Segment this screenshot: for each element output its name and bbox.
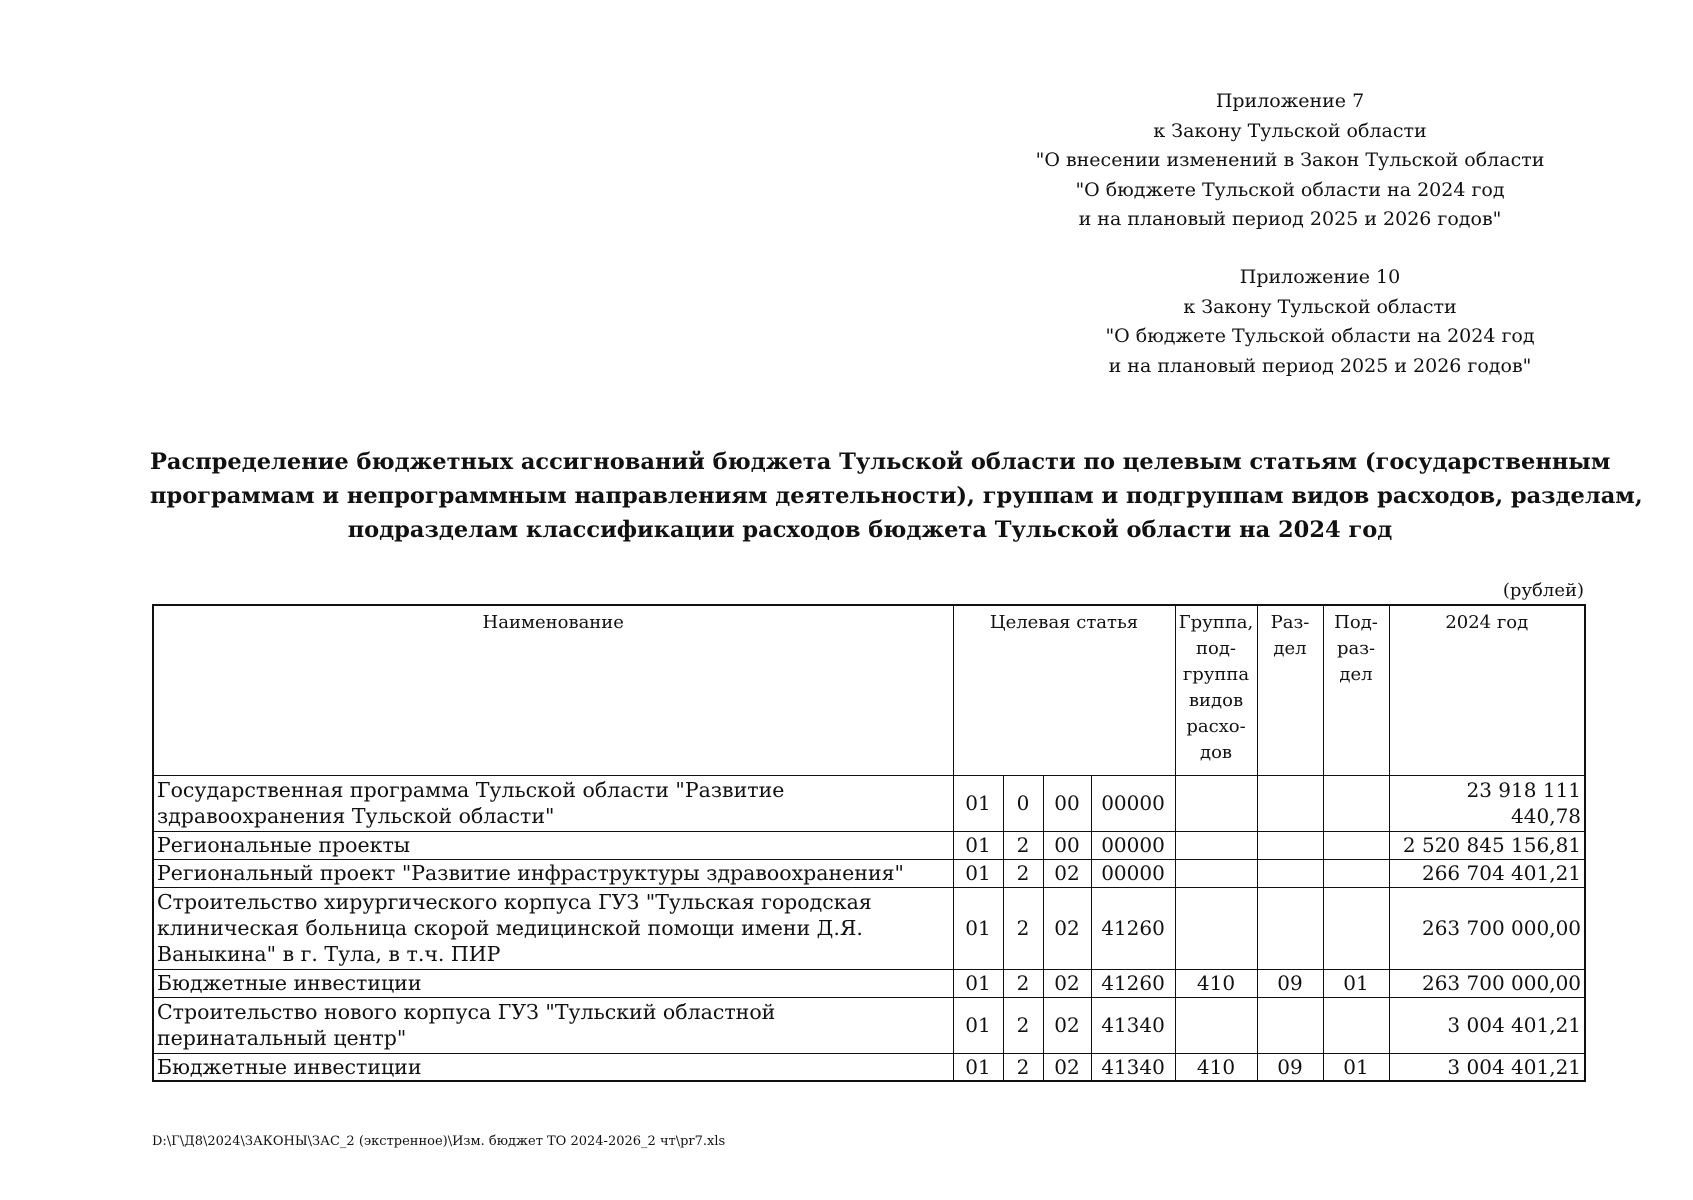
row-name-cell: Государственная программа Тульской области "Развитие здравоохранения Тульской области" — [153, 775, 953, 831]
target-article-subprogram-cell: 2 — [1003, 997, 1043, 1053]
target-article-subprogram-cell: 2 — [1003, 969, 1043, 997]
section-cell — [1257, 831, 1323, 859]
target-article-subprogram-cell: 2 — [1003, 887, 1043, 969]
table-body — [153, 775, 1585, 1081]
appendix-7-line: к Закону Тульской области — [1153, 119, 1427, 142]
target-article-event-cell: 02 — [1043, 887, 1091, 969]
target-article-program-cell: 01 — [953, 859, 1003, 887]
document-title — [150, 445, 1643, 547]
target-article-event-cell: 02 — [1043, 997, 1091, 1053]
subsection-cell: 01 — [1323, 1053, 1389, 1081]
header-section: Раз-дел — [1257, 605, 1323, 775]
file-path-footer: D:\Г\Д8\2024\ЗАКОНЫ\ЗАС_2 (экстренное)\Изм. бюджет ТО 2024-2026_2 чт\pr7.xls — [152, 1134, 726, 1149]
expense-group-cell — [1175, 775, 1257, 831]
expense-group-cell — [1175, 831, 1257, 859]
table-row — [153, 859, 1585, 887]
subsection-cell — [1323, 859, 1389, 887]
row-name-cell: Региональные проекты — [153, 831, 953, 859]
target-article-event-cell: 00 — [1043, 775, 1091, 831]
target-article-direction-cell: 41260 — [1091, 887, 1175, 969]
subsection-cell — [1323, 775, 1389, 831]
appendix-7-line: "О внесении изменений в Закон Тульской области — [1035, 149, 1545, 171]
expense-group-cell — [1175, 859, 1257, 887]
target-article-direction-cell: 41260 — [1091, 969, 1175, 997]
section-cell: 09 — [1257, 969, 1323, 997]
row-name-cell: Региональный проект "Развитие инфраструктуры здравоохранения" — [153, 859, 953, 887]
amount-cell: 263 700 000,00 — [1389, 969, 1585, 997]
target-article-direction-cell: 41340 — [1091, 1053, 1175, 1081]
row-name-cell: Строительство хирургического корпуса ГУЗ "Тульская городская клиническая больница скорой медицинской помощи имени Д.Я. Ваныкина" в г. Тула, в т.ч. ПИР — [153, 887, 953, 969]
target-article-program-cell: 01 — [953, 997, 1003, 1053]
expense-group-cell — [1175, 997, 1257, 1053]
expense-group-cell: 410 — [1175, 969, 1257, 997]
target-article-subprogram-cell: 2 — [1003, 859, 1043, 887]
target-article-direction-cell: 00000 — [1091, 831, 1175, 859]
table-row — [153, 775, 1585, 831]
amount-cell: 3 004 401,21 — [1389, 1053, 1585, 1081]
target-article-program-cell: 01 — [953, 887, 1003, 969]
appendix-7-line: "О бюджете Тульской области на 2024 год — [1075, 178, 1505, 201]
target-article-event-cell: 02 — [1043, 1053, 1091, 1081]
target-article-event-cell: 02 — [1043, 969, 1091, 997]
subsection-cell — [1323, 887, 1389, 969]
table-row — [153, 997, 1585, 1053]
table-row — [153, 969, 1585, 997]
appendix-10-line: и на плановый период 2025 и 2026 годов" — [1108, 354, 1532, 377]
title-line: подразделам классификации расходов бюджета Тульской области на 2024 год — [347, 517, 1393, 543]
amount-cell: 2 520 845 156,81 — [1389, 831, 1585, 859]
appendix-10-line: к Закону Тульской области — [1183, 295, 1457, 318]
target-article-event-cell: 00 — [1043, 831, 1091, 859]
amount-cell: 23 918 111 440,78 — [1389, 775, 1585, 831]
target-article-subprogram-cell: 2 — [1003, 831, 1043, 859]
amount-cell: 3 004 401,21 — [1389, 997, 1585, 1053]
expense-group-cell: 410 — [1175, 1053, 1257, 1081]
appendix-7-block — [1030, 87, 1550, 235]
units-label: (рублей) — [1502, 580, 1584, 601]
row-name-cell: Бюджетные инвестиции — [153, 1053, 953, 1081]
section-cell — [1257, 997, 1323, 1053]
appendix-10-line: Приложение 10 — [1239, 266, 1401, 288]
appendix-10-line: "О бюджете Тульской области на 2024 год — [1105, 325, 1535, 347]
target-article-direction-cell: 00000 — [1091, 859, 1175, 887]
header-expense-group: Группа, под-группа видов расхо-дов — [1175, 605, 1257, 775]
header-subsection: Под-раз-дел — [1323, 605, 1389, 775]
table-row — [153, 831, 1585, 859]
target-article-event-cell: 02 — [1043, 859, 1091, 887]
table-header-row — [153, 605, 1585, 775]
header-year: 2024 год — [1389, 605, 1585, 775]
subsection-cell: 01 — [1323, 969, 1389, 997]
appendix-10-block — [1080, 263, 1560, 381]
target-article-program-cell: 01 — [953, 969, 1003, 997]
row-name-cell: Бюджетные инвестиции — [153, 969, 953, 997]
amount-cell: 266 704 401,21 — [1389, 859, 1585, 887]
appendix-7-line: и на плановый период 2025 и 2026 годов" — [1078, 208, 1502, 230]
target-article-subprogram-cell: 2 — [1003, 1053, 1043, 1081]
appendix-7-line: Приложение 7 — [1215, 90, 1365, 112]
target-article-program-cell: 01 — [953, 831, 1003, 859]
title-line: программам и непрограммным направлениям деятельности), группам и подгруппам видов расходов, разделам, — [150, 483, 1643, 509]
amount-cell: 263 700 000,00 — [1389, 887, 1585, 969]
subsection-cell — [1323, 831, 1389, 859]
target-article-program-cell: 01 — [953, 775, 1003, 831]
target-article-subprogram-cell: 0 — [1003, 775, 1043, 831]
table-row — [153, 1053, 1585, 1081]
section-cell: 09 — [1257, 1053, 1323, 1081]
expense-group-cell — [1175, 887, 1257, 969]
row-name-cell: Строительство нового корпуса ГУЗ "Тульский областной перинатальный центр" — [153, 997, 953, 1053]
subsection-cell — [1323, 997, 1389, 1053]
target-article-direction-cell: 00000 — [1091, 775, 1175, 831]
header-target-article: Целевая статья — [953, 605, 1175, 775]
target-article-program-cell: 01 — [953, 1053, 1003, 1081]
section-cell — [1257, 859, 1323, 887]
section-cell — [1257, 775, 1323, 831]
table-row — [153, 887, 1585, 969]
header-name: Наименование — [153, 605, 953, 775]
target-article-direction-cell: 41340 — [1091, 997, 1175, 1053]
title-line: Распределение бюджетных ассигнований бюджета Тульской области по целевым статьям (государственным — [150, 449, 1611, 475]
budget-table — [152, 604, 1586, 1082]
section-cell — [1257, 887, 1323, 969]
